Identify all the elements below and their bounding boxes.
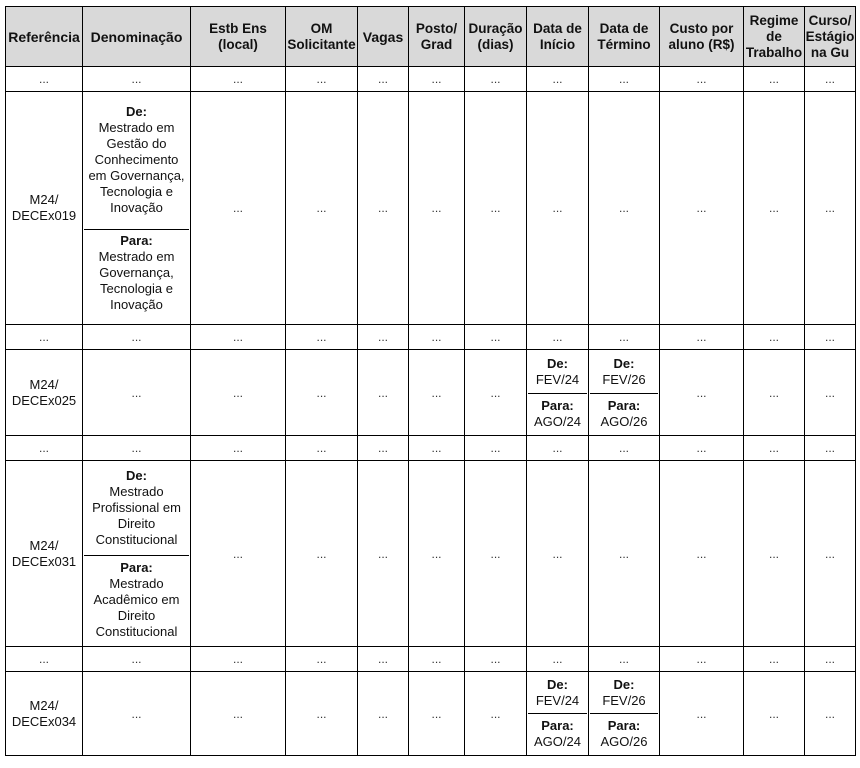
data-termino-cell [589, 350, 660, 436]
ellipsis-cell: ... [527, 67, 589, 92]
label-de: De: [126, 103, 147, 119]
label-para: Para: [120, 559, 153, 575]
ellipsis-cell: ... [660, 67, 744, 92]
ellipsis-cell: ... [527, 647, 589, 672]
ellipsis-cell: ... [6, 436, 83, 461]
ellipsis-cell: ... [83, 325, 191, 350]
ellipsis-cell: ... [286, 67, 358, 92]
referencia-cell: M24/ DECEx034 [6, 672, 83, 756]
data-inicio-para [528, 714, 587, 754]
ellipsis-cell: ... [191, 647, 286, 672]
referencia-cell: M24/ DECEx019 [6, 92, 83, 325]
header-data-termino: Data de Término [589, 7, 660, 67]
header-posto-grad: Posto/ Grad [409, 7, 465, 67]
referencia-cell: M24/ DECEx025 [6, 350, 83, 436]
denominacao-para [84, 230, 189, 317]
ellipsis-cell: ... [358, 350, 409, 436]
ellipsis-cell: ... [744, 92, 805, 325]
ellipsis-cell: ... [83, 672, 191, 756]
ellipsis-row [6, 67, 856, 92]
ellipsis-cell: ... [191, 67, 286, 92]
label-de: De: [126, 467, 147, 483]
ellipsis-cell: ... [465, 92, 527, 325]
ellipsis-cell: ... [286, 325, 358, 350]
ellipsis-cell: ... [805, 325, 856, 350]
ellipsis-cell: ... [191, 325, 286, 350]
label-para: Para: [120, 232, 153, 248]
ellipsis-cell: ... [660, 672, 744, 756]
data-inicio-cell [527, 350, 589, 436]
header-estb-ens: Estb Ens (local) [191, 7, 286, 67]
ellipsis-cell: ... [409, 92, 465, 325]
table-row-decex019 [6, 92, 856, 325]
data-inicio-para-value: AGO/24 [534, 413, 581, 429]
label-de: De: [613, 677, 635, 692]
ellipsis-cell: ... [805, 461, 856, 647]
ellipsis-cell: ... [83, 67, 191, 92]
ellipsis-cell: ... [83, 647, 191, 672]
data-termino-de [590, 673, 658, 714]
data-termino-cell [589, 672, 660, 756]
header-custo: Custo por aluno (R$) [660, 7, 744, 67]
ellipsis-cell: ... [409, 672, 465, 756]
ellipsis-cell: ... [805, 672, 856, 756]
data-termino-de-value: FEV/26 [602, 371, 646, 387]
data-inicio-para [528, 394, 587, 434]
ellipsis-cell: ... [358, 461, 409, 647]
ellipsis-cell: ... [465, 325, 527, 350]
ellipsis-cell: ... [527, 325, 589, 350]
ellipsis-row [6, 647, 856, 672]
header-data-inicio: Data de Início [527, 7, 589, 67]
ellipsis-cell: ... [409, 436, 465, 461]
ellipsis-row [6, 325, 856, 350]
ellipsis-cell: ... [744, 672, 805, 756]
header-om-solicitante: OM Solicitante [286, 7, 358, 67]
data-termino-para-value: AGO/26 [600, 734, 648, 749]
ellipsis-cell: ... [589, 92, 660, 325]
data-inicio-de [528, 673, 587, 714]
ellipsis-cell: ... [358, 92, 409, 325]
ellipsis-cell: ... [191, 350, 286, 436]
ellipsis-cell: ... [358, 325, 409, 350]
label-de: De: [613, 355, 635, 371]
ellipsis-cell: ... [409, 461, 465, 647]
ellipsis-cell: ... [358, 672, 409, 756]
table-row-decex031 [6, 461, 856, 647]
ellipsis-cell: ... [744, 461, 805, 647]
ellipsis-cell: ... [286, 672, 358, 756]
ellipsis-cell: ... [589, 647, 660, 672]
ellipsis-cell: ... [358, 67, 409, 92]
ellipsis-cell: ... [286, 461, 358, 647]
data-inicio-de [528, 352, 587, 394]
ellipsis-cell: ... [465, 647, 527, 672]
denominacao-de-text: Mestrado em Gestão do Conhecimento em Governança, Tecnologia e Inovação [88, 119, 185, 215]
ellipsis-cell: ... [409, 647, 465, 672]
table-row-decex034 [6, 672, 856, 756]
ellipsis-cell: ... [6, 67, 83, 92]
denominacao-cell [83, 92, 191, 325]
data-inicio-de-value: FEV/24 [535, 693, 580, 708]
denominacao-para [84, 556, 189, 644]
ellipsis-cell: ... [465, 350, 527, 436]
ellipsis-cell: ... [660, 325, 744, 350]
denominacao-cell [83, 461, 191, 647]
ellipsis-cell: ... [660, 647, 744, 672]
data-inicio-para-value: AGO/24 [534, 734, 581, 749]
ellipsis-cell: ... [409, 350, 465, 436]
ellipsis-cell: ... [589, 67, 660, 92]
ellipsis-cell: ... [589, 436, 660, 461]
data-termino-de [590, 352, 658, 394]
data-inicio-cell [527, 672, 589, 756]
label-para: Para: [541, 718, 574, 733]
data-inicio-de-value: FEV/24 [535, 371, 580, 387]
ellipsis-cell: ... [805, 67, 856, 92]
header-row [6, 7, 856, 67]
ellipsis-cell: ... [286, 92, 358, 325]
ellipsis-cell: ... [465, 67, 527, 92]
label-para: Para: [607, 397, 641, 413]
data-termino-para-value: AGO/26 [600, 413, 648, 429]
ellipsis-cell: ... [358, 647, 409, 672]
denominacao-de-text: Mestrado Profissional em Direito Constitucional [92, 483, 181, 547]
ellipsis-cell: ... [744, 647, 805, 672]
ellipsis-cell: ... [527, 92, 589, 325]
ellipsis-cell: ... [805, 92, 856, 325]
ellipsis-cell: ... [744, 325, 805, 350]
ellipsis-cell: ... [744, 67, 805, 92]
ellipsis-cell: ... [805, 350, 856, 436]
ellipsis-cell: ... [191, 672, 286, 756]
label-para: Para: [607, 718, 641, 733]
data-termino-para [590, 394, 658, 434]
header-vagas: Vagas [358, 7, 409, 67]
ellipsis-cell: ... [83, 436, 191, 461]
ellipsis-cell: ... [465, 672, 527, 756]
data-termino-para [590, 714, 658, 754]
header-denominacao: Denominação [83, 7, 191, 67]
ellipsis-cell: ... [286, 350, 358, 436]
ellipsis-cell: ... [589, 325, 660, 350]
data-termino-de-value: FEV/26 [602, 693, 646, 708]
ellipsis-cell: ... [527, 461, 589, 647]
denominacao-para-text: Mestrado Acadêmico em Direito Constitucional [93, 575, 180, 639]
ellipsis-cell: ... [527, 436, 589, 461]
ellipsis-cell: ... [660, 92, 744, 325]
denominacao-para-text: Mestrado em Governança, Tecnologia e Inovação [98, 248, 175, 312]
header-regime: Regime de Trabalho [744, 7, 805, 67]
ellipsis-cell: ... [744, 350, 805, 436]
label-de: De: [547, 355, 568, 371]
ellipsis-cell: ... [286, 647, 358, 672]
ellipsis-cell: ... [6, 647, 83, 672]
ellipsis-cell: ... [660, 350, 744, 436]
ellipsis-cell: ... [465, 436, 527, 461]
table-row-decex025 [6, 350, 856, 436]
denominacao-de [84, 100, 189, 230]
course-changes-table [5, 6, 856, 756]
ellipsis-cell: ... [191, 436, 286, 461]
header-referencia: Referência [6, 7, 83, 67]
ellipsis-cell: ... [744, 436, 805, 461]
ellipsis-cell: ... [805, 647, 856, 672]
ellipsis-cell: ... [191, 461, 286, 647]
ellipsis-cell: ... [660, 436, 744, 461]
ellipsis-cell: ... [465, 461, 527, 647]
ellipsis-cell: ... [660, 461, 744, 647]
ellipsis-cell: ... [805, 436, 856, 461]
ellipsis-cell: ... [589, 461, 660, 647]
ellipsis-cell: ... [286, 436, 358, 461]
header-curso-estagio: Curso/ Estágio na Gu [805, 7, 856, 67]
ellipsis-cell: ... [191, 92, 286, 325]
ellipsis-cell: ... [358, 436, 409, 461]
denominacao-de [84, 464, 189, 556]
label-de: De: [547, 677, 568, 692]
referencia-cell: M24/ DECEx031 [6, 461, 83, 647]
header-duracao: Duração (dias) [465, 7, 527, 67]
ellipsis-cell: ... [83, 350, 191, 436]
ellipsis-cell: ... [6, 325, 83, 350]
label-para: Para: [541, 397, 574, 413]
ellipsis-cell: ... [409, 67, 465, 92]
ellipsis-row [6, 436, 856, 461]
ellipsis-cell: ... [409, 325, 465, 350]
